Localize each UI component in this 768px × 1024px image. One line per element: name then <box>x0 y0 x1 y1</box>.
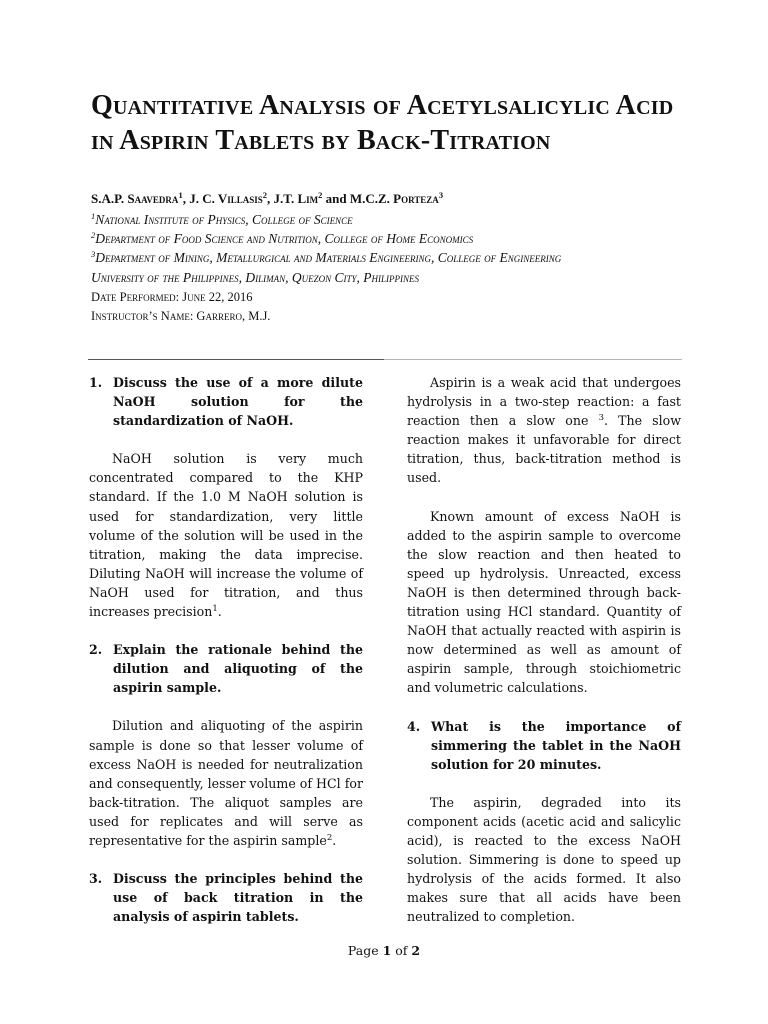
author-affiliation-mark: 3 <box>438 190 444 200</box>
answer-text: NaOH solution is very much concentrated compared to the KHP standard. If the 1.0 M NaOH solution is used for standardization, very little volume of the solution will be used in the titration, making the data imprecise. Diluting NaOH will increase the volume of NaOH used for titration, and thus increases precision <box>89 451 363 620</box>
author-affiliation-mark: 1 <box>178 190 183 200</box>
answer-text: Dilution and aliquoting of the aspirin sample is done so that lesser volume of excess NaOH is needed for neutralization and consequently, lesser volume of HCl for back-titration. The aliquot samples are used for replicates and will serve as representative for the aspirin sample <box>89 718 363 848</box>
header-divider <box>88 359 384 360</box>
header-divider-light <box>384 359 682 360</box>
answer-end: . <box>332 832 337 848</box>
author-separator: and <box>322 191 350 206</box>
citation-mark: 1 <box>212 604 218 615</box>
affiliation-line <box>91 231 711 247</box>
affiliation-mark: 1 <box>91 211 96 221</box>
affiliation-line <box>91 212 711 228</box>
affiliation-text: Department of Food Science and Nutrition, College of Home Economics <box>95 231 474 246</box>
author-list <box>91 191 691 207</box>
answer-end: . <box>217 604 222 620</box>
question-text: What is the importance of simmering the tablet in the NaOH solution for 20 minutes. <box>431 718 681 772</box>
answer-3-part-1 <box>407 373 681 488</box>
author-affiliation-mark: 2 <box>262 190 267 200</box>
question-4 <box>407 717 681 774</box>
affiliation-text: Department of Mining, Metallurgical and Materials Engineering, College of Engineering <box>95 250 562 265</box>
answer-text-cont: . The slow reaction makes it unfavorable for direct titration, thus, back-titration method is used. <box>407 413 682 486</box>
answer-2 <box>89 716 363 850</box>
current-page: 1 <box>382 943 392 958</box>
author-separator: , <box>182 191 190 206</box>
author-name: J. C. Villasis <box>189 191 263 206</box>
total-pages: 2 <box>411 943 421 958</box>
affiliation-mark: 2 <box>91 230 96 240</box>
question-number: 1. <box>89 375 103 390</box>
author-name: J.T. Lim <box>273 191 319 206</box>
date-performed: Date Performed: June 22, 2016 <box>91 290 253 304</box>
left-column <box>89 373 363 945</box>
page-of: of <box>391 943 412 958</box>
question-text: Discuss the principles behind the use of back titration in the analysis of aspirin tablets. <box>113 871 363 925</box>
citation-mark: 3 <box>598 413 604 424</box>
author-name: M.C.Z. Porteza <box>349 191 439 206</box>
question-3 <box>89 869 363 926</box>
page-number <box>0 943 768 959</box>
question-1 <box>89 373 363 430</box>
citation-mark: 2 <box>326 832 333 843</box>
question-number: 2. <box>89 642 103 658</box>
answer-3-part-2: Known amount of excess NaOH is added to the aspirin sample to overcome the slow reaction and then heated to speed up hydrolysis. Unreacted, excess NaOH is then determined through back-titration using HCl standard. Quantity of NaOH that actually reacted with aspirin is now determined as well as amount of aspirin sample, through stoichiometric and volumetric calculations. <box>407 508 681 696</box>
answer-1 <box>89 449 363 621</box>
question-number: 4. <box>407 718 421 734</box>
affiliation-text: University of the Philippines, Diliman, Quezon City, Philippines <box>91 270 419 285</box>
instructor-name: Instructor’s Name: Garrero, M.J. <box>91 309 271 323</box>
author-affiliation-mark: 2 <box>318 190 323 200</box>
author-name: S.A.P. Saavedra <box>91 191 179 206</box>
affiliation-line <box>91 250 711 266</box>
author-separator: , <box>267 191 274 206</box>
affiliation-text: National Institute of Physics, College of Science <box>95 212 353 227</box>
answer-text: Aspirin is a weak acid that undergoes hydrolysis in a two-step reaction: a fast reaction then a slow one <box>407 375 681 429</box>
page-label: Page <box>347 943 383 958</box>
right-column <box>407 373 681 945</box>
question-2 <box>89 640 363 697</box>
answer-4: The aspirin, degraded into its component acids (acetic acid and salicylic acid), is reacted to the excess NaOH solution. Simmering is done to speed up hydrolysis of the acids formed. It also makes sure that all acids have been neutralized to completion. <box>407 794 681 925</box>
affiliation-mark: 3 <box>91 249 96 259</box>
paper-title: Quantitative Analysis of Acetylsalicylic Acid in Aspirin Tablets by Back-Titration <box>91 90 674 156</box>
question-text: Explain the rationale behind the dilution and aliquoting of the aspirin sample. <box>113 642 363 696</box>
question-text: Discuss the use of a more dilute NaOH solution for the standardization of NaOH. <box>113 375 363 429</box>
question-number: 3. <box>89 871 103 887</box>
affiliation-line <box>91 270 711 286</box>
